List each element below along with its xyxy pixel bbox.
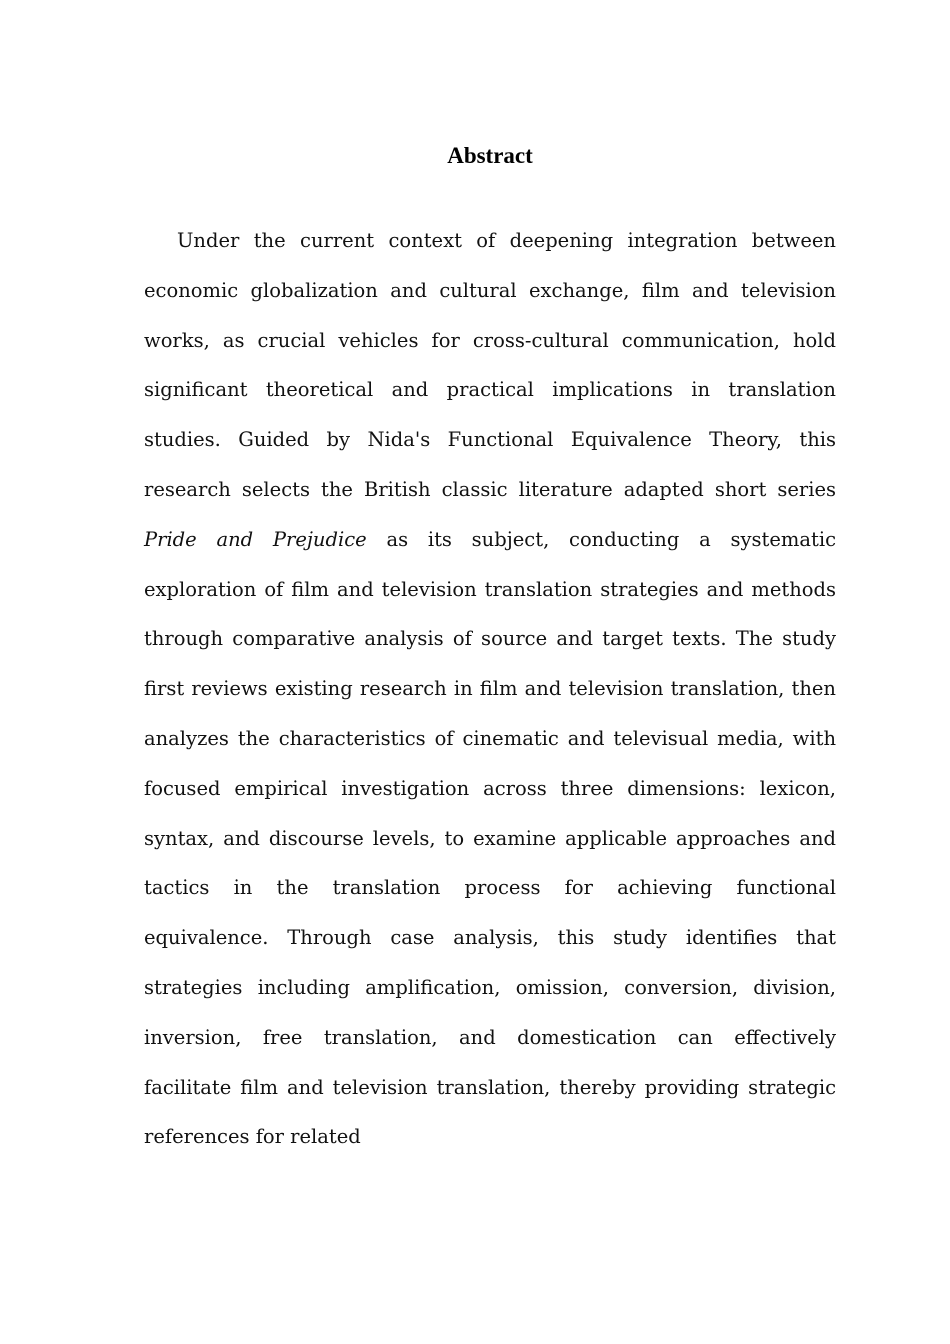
abstract-text-part-1: Under the current context of deepening integration between economic globalization and cultural exchange, film and television works, as crucial vehicles for cross-cultural communication, hold significant theoretical and practical implications in translation studies. Guided by Nida's Functional Equivalence Theory, this research selects the British classic literature adapted short series (144, 229, 836, 501)
abstract-heading: Abstract (447, 143, 533, 168)
series-title-italic: Pride and Prejudice (144, 527, 367, 551)
abstract-text-part-2: as its subject, conducting a systematic exploration of film and television translation strategies and methods through comparative analysis of source and target texts. The study first reviews existing research in film and television translation, then analyzes the characteristics of cinematic and televisual media, with focused empirical investigation across three dimensions: lexicon, syntax, and discourse levels, to examine applicable approaches and tactics in the translation process for achieving functional equivalence. Through case analysis, this study identifies that strategies including amplification, omission, conversion, division, inversion, free translation, and domestication can effectively facilitate film and television translation, thereby providing strategic references for related (144, 527, 836, 1149)
abstract-paragraph (144, 216, 836, 1162)
